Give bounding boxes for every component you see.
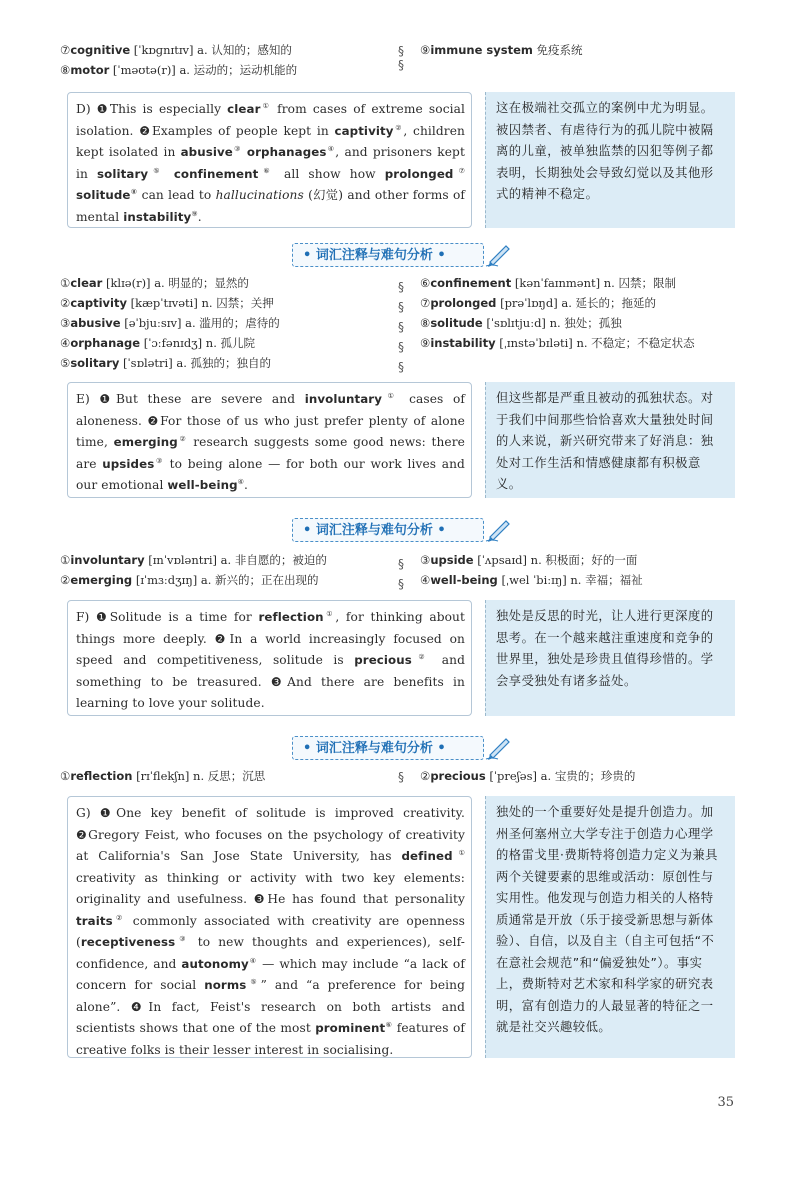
passage-d-text: D) ❶This is especially clear① from cases of extreme social isolation. ❷Examples of people kept in captivity②, children kept isolated in abusive③ orphanages④, and prisoners kept in solitary⑤ confinement⑥ all show how prolonged⑦ solitude⑧ can lead to hallucinations (幻觉) and other forms of mental instability⑨. — [76, 101, 465, 224]
section-separator-icon: § § — [398, 44, 404, 72]
translation-e-text: 但这些都是严重且被动的孤独状态。对于我们中间那些恰恰喜欢大量独处时间的人来说，新兴研究带来了好消息：独处对工作生活和情感健康都有积极意义。 — [496, 391, 714, 491]
section-header: • 词汇注释与难句分析 • — [292, 736, 484, 760]
vocab-item: ⑦cognitive [ˈkɒɡnɪtɪv] a. 认知的；感知的 — [60, 43, 292, 57]
vocab-item: ⑨instability [ˌɪnstəˈbɪləti] n. 不稳定；不稳定状态 — [420, 336, 695, 350]
section-header: • 词汇注释与难句分析 • — [292, 518, 484, 542]
vocab-item: ①clear [klɪə(r)] a. 明显的；显然的 — [60, 276, 249, 290]
vocab-item: ①reflection [rɪˈflekʃn] n. 反思；沉思 — [60, 769, 266, 783]
translation-f-text: 独处是反思的时光，让人进行更深度的思考。在一个越来越注重速度和竞争的世界里，独处是珍贵且值得珍惜的。学会享受独处有诸多益处。 — [496, 609, 714, 688]
vocab-item: ②captivity [kæpˈtɪvəti] n. 囚禁；关押 — [60, 296, 274, 310]
passage-f-text: F) ❶Solitude is a time for reflection①, for thinking about things more deeply. ❷In a world increasingly focused on speed and competitiveness, solitude is precious② and something to be treasured. ❸And there are benefits in learning to love your solitude. — [76, 609, 465, 710]
translation-e — [485, 382, 735, 498]
translation-d — [485, 92, 735, 228]
passage-d — [67, 92, 472, 228]
page-number: 35 — [717, 1095, 734, 1110]
translation-f — [485, 600, 735, 716]
vocab-item: ⑨immune system 免疫系统 — [420, 43, 583, 57]
vocab-item: ⑧solitude [ˈsɒlɪtjuːd] n. 独处；孤独 — [420, 316, 622, 330]
pen-icon — [484, 515, 512, 543]
vocab-item: ④well-being [ˌwel ˈbiːɪŋ] n. 幸福；福祉 — [420, 573, 643, 587]
translation-g-text: 独处的一个重要好处是提升创造力。加州圣何塞州立大学专注于创造力心理学的格雷戈里·费斯特将创造力定义为兼具两个关键要素的思维或活动：原创性与实用性。他发现与创造力相关的人格特质通常是开放（乐于接受新思想与新体验）、自信，以及自主（自主可包括“不在意社会规范”和“偏爱独处”）。事实上，费斯特对艺术家和科学家的研究表明，富有创造力的人最显著的特征之一就是社交兴趣较低。 — [496, 805, 718, 1034]
vocab-item: ②precious [ˈpreʃəs] a. 宝贵的；珍贵的 — [420, 769, 636, 783]
passage-e — [67, 382, 472, 498]
pen-icon — [484, 240, 512, 268]
vocab-item: ③upside [ˈʌpsaɪd] n. 积极面；好的一面 — [420, 553, 638, 567]
section-separator-icon: § § — [398, 557, 404, 591]
section-header: • 词汇注释与难句分析 • — [292, 243, 484, 267]
vocab-item: ⑧motor [ˈməʊtə(r)] a. 运动的；运动机能的 — [60, 63, 298, 77]
vocab-item: ④orphanage [ˈɔːfənɪdʒ] n. 孤儿院 — [60, 336, 256, 350]
vocab-item: ⑦prolonged [prəˈlɒŋd] a. 延长的；拖延的 — [420, 296, 657, 310]
passage-g-text: G) ❶One key benefit of solitude is improved creativity. ❷Gregory Feist, who focuses on the psychology of creativity at California's San Jose State University, has defined① creativity as thinking or activity with two key elements: originality and usefulness. ❸He has found that personality traits② commonly associated with creativity are openness (receptiveness③ to new thoughts and experiences), self-confidence, and autonomy④ — which may include “a lack of concern for social norms⑤” and “a preference for being alone”. ❹In fact, Feist's research on both artists and scientists shows that one of the most prominent⑥ features of creative folks is their lesser interest in socialising. — [76, 806, 465, 1057]
vocab-item: ②emerging [ɪˈmɜːdʒɪŋ] a. 新兴的；正在出现的 — [60, 573, 319, 587]
translation-g — [485, 796, 735, 1058]
vocab-item: ①involuntary [ɪnˈvɒləntri] a. 非自愿的；被迫的 — [60, 553, 327, 567]
pen-icon — [484, 733, 512, 761]
passage-g — [67, 796, 472, 1058]
passage-f — [67, 600, 472, 716]
vocab-item: ⑤solitary [ˈsɒlətri] a. 孤独的；独自的 — [60, 356, 272, 370]
passage-e-text: E) ❶But these are severe and involuntary① cases of aloneness. ❷For those of us who just prefer plenty of alone time, emerging② research suggests some good news: there are upsides③ to being alone — for both our work lives and our emotional well-being④. — [76, 391, 465, 492]
section-separator-icon: § § § § § — [398, 280, 404, 374]
vocab-item: ⑥confinement [kənˈfaɪnmənt] n. 囚禁；限制 — [420, 276, 676, 290]
section-separator-icon: § — [398, 770, 404, 784]
vocab-item: ③abusive [əˈbjuːsɪv] a. 滥用的；虐待的 — [60, 316, 280, 330]
translation-d-text: 这在极端社交孤立的案例中尤为明显。被囚禁者、有虐待行为的孤儿院中被隔离的儿童，被单独监禁的囚犯等例子都表明，长期独处会导致幻觉以及其他形式的精神不稳定。 — [496, 101, 714, 201]
